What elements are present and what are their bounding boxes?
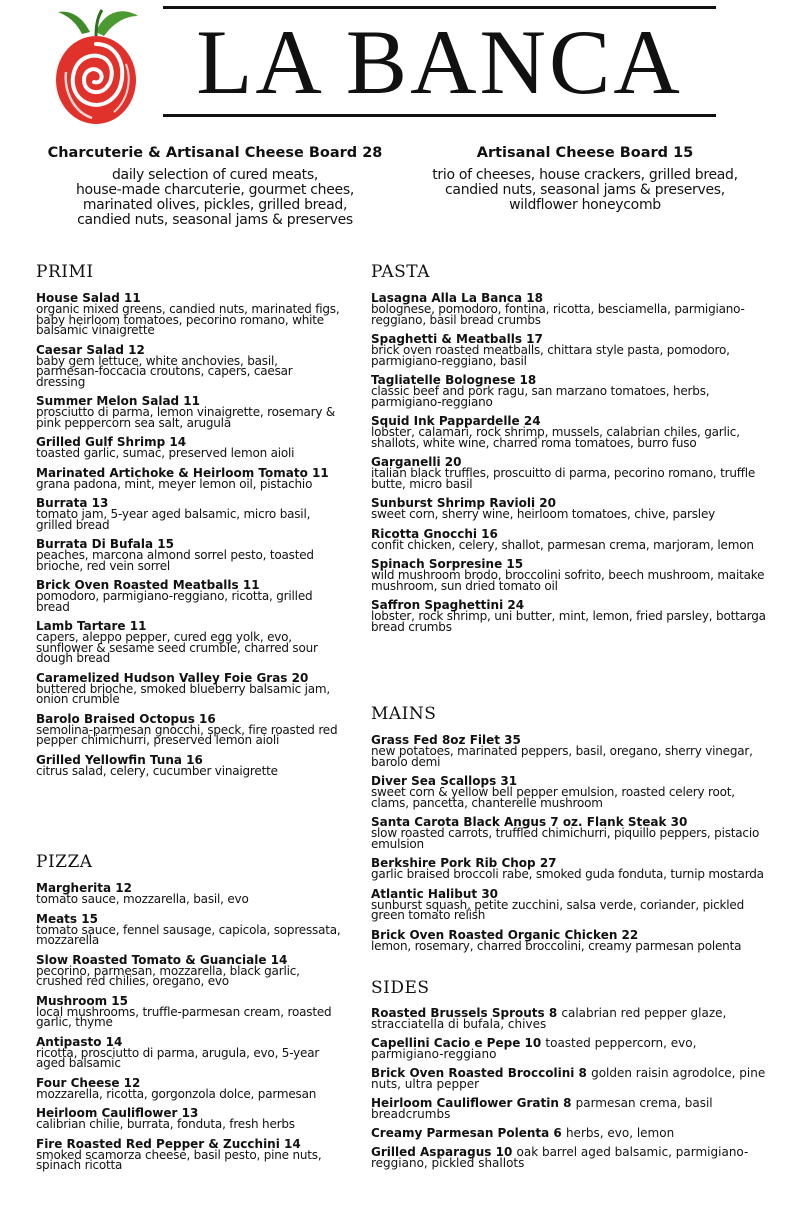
menu-item xyxy=(371,333,781,366)
menu-item xyxy=(371,456,781,489)
menu-item xyxy=(371,775,781,808)
menu-item-name: Fire Roasted Red Pepper & Zucchini 14 xyxy=(36,1136,301,1151)
menu-item-description: bolognese, pomodoro, fontina, ricotta, besciamella, parmigiano-reggiano, basil bread crumbs xyxy=(371,302,745,327)
menu-item-name: Lamb Tartare 11 xyxy=(36,619,147,633)
menu-item-description: organic mixed greens, candied nuts, marinated figs, baby heirloom tomatoes, pecorino romano, white balsamic vinaigrette xyxy=(36,302,340,337)
menu-item xyxy=(371,1068,781,1090)
menu-item-description: grana padona, mint, meyer lemon oil, pistachio xyxy=(36,476,313,491)
menu-item-line xyxy=(371,1147,771,1169)
menu-item-description: sweet corn, sherry wine, heirloom tomatoes, chive, parsley xyxy=(371,507,716,521)
menu-item-description: toasted peppercorn, evo, parmigiano-reggiano xyxy=(371,1036,697,1061)
menu-item-description: semolina-parmesan gnocchi, speck, fire roasted red pepper chimichurri, preserved lemon aioli xyxy=(36,722,338,747)
pasta-title: PASTA xyxy=(371,262,430,282)
board-description: daily selection of cured meats, house-made charcuterie, gourmet chees, marinated olives, pickles, grilled bread, candied nuts, seasonal jams & preserves xyxy=(75,167,355,228)
menu-item-description: classic beef and pork ragu, san marzano tomatoes, herbs, parmigiano-reggiano xyxy=(371,384,710,409)
menu-item-description: calibrian chilie, burrata, fonduta, fresh herbs xyxy=(36,1117,295,1131)
menu-item-name: Tagliatelle Bolognese 18 xyxy=(371,373,537,387)
menu-item-description: pomodoro, parmigiano-reggiano, ricotta, grilled bread xyxy=(36,589,313,614)
menu-item-line xyxy=(371,1008,771,1030)
menu-item-description: baby gem lettuce, white anchovies, basil, parmesan-foccacia croutons, capers, caesar dressing xyxy=(36,353,293,389)
menu-item-name: Caramelized Hudson Valley Foie Gras 20 xyxy=(36,670,309,685)
menu-item xyxy=(371,497,781,520)
menu-item-line xyxy=(371,1038,771,1060)
mains-section xyxy=(371,704,781,959)
menu-item-name: Slow Roasted Tomato & Guanciale 14 xyxy=(36,952,288,967)
menu-item-name: Summer Melon Salad 11 xyxy=(36,394,201,408)
menu-item-name: Four Cheese 12 xyxy=(36,1075,141,1090)
menu-item-name: Saffron Spaghettini 24 xyxy=(371,598,525,612)
menu-item xyxy=(371,528,781,551)
menu-item-line xyxy=(371,1068,771,1090)
menu-item-description: tomato jam, 5-year aged balsamic, micro basil, grilled bread xyxy=(36,507,311,532)
menu-item-name: House Salad 11 xyxy=(36,291,141,305)
menu-item-name: Heirloom Cauliflower Gratin 8 xyxy=(371,1096,572,1110)
menu-item-description: smoked scamorza cheese, basil pesto, pine nuts, spinach ricotta xyxy=(36,1147,322,1172)
menu-item-name: Lasagna Alla La Banca 18 xyxy=(371,291,543,305)
menu-item-name: Atlantic Halibut 30 xyxy=(371,886,499,901)
mains-title: MAINS xyxy=(371,704,437,724)
menu-item-description: lobster, calamari, rock shrimp, mussels, calabrian chiles, garlic, shallots, white wine, charred roma tomatoes, burro fuso xyxy=(371,425,740,450)
menu-item xyxy=(36,672,446,705)
menu-item xyxy=(371,816,781,849)
menu-item-name: Berkshire Pork Rib Chop 27 xyxy=(371,856,557,870)
board-description: trio of cheeses, house crackers, grilled bread, candied nuts, seasonal jams & preserves, wildflower honeycomb xyxy=(432,167,738,213)
menu-item xyxy=(371,1128,781,1139)
menu-item-name: Brick Oven Roasted Meatballs 11 xyxy=(36,578,260,592)
menu-item-name: Burrata Di Bufala 15 xyxy=(36,537,174,551)
menu-item-name: Brick Oven Roasted Organic Chicken 22 xyxy=(371,927,639,942)
menu-item-description: new potatoes, marinated peppers, basil, oregano, sherry vinegar, barolo demi xyxy=(371,744,753,769)
menu-item xyxy=(371,374,781,407)
menu-item xyxy=(371,1008,781,1030)
menu-item-name: Squid Ink Pappardelle 24 xyxy=(371,414,541,428)
menu-item-description: garlic braised broccoli rabe, smoked guda fonduta, turnip mostarda xyxy=(371,867,764,881)
menu-item-name: Grass Fed 8oz Filet 35 xyxy=(371,733,521,747)
header-top-rule xyxy=(163,6,716,9)
menu-item-description: tomato sauce, mozzarella, basil, evo xyxy=(36,892,249,906)
menu-item-name: Grilled Yellowfin Tuna 16 xyxy=(36,752,203,767)
menu-item xyxy=(371,888,781,921)
menu-item-description: wild mushroom brodo, broccolini sofrito, beech mushroom, maitake mushroom, sun dried tomato oil xyxy=(371,568,765,593)
menu-item-description: lobster, rock shrimp, uni butter, mint, lemon, fried parsley, bottarga bread crumbs xyxy=(371,609,766,634)
menu-item-name: Spinach Sorpresine 15 xyxy=(371,557,524,571)
menu-item-description: prosciutto di parma, lemon vinaigrette, rosemary & pink peppercorn sea salt, arugula xyxy=(36,405,336,430)
menu-item-name: Grilled Gulf Shrimp 14 xyxy=(36,435,187,449)
menu-item-description: calabrian red pepper glaze, stracciatella di bufala, chives xyxy=(371,1006,727,1031)
menu-item xyxy=(371,1147,781,1169)
board-title: Charcuterie & Artisanal Cheese Board 28 xyxy=(47,145,383,161)
menu-item xyxy=(371,857,781,880)
menu-item-description: capers, aleppo pepper, cured egg yolk, evo, sunflower & sesame seed crumble, charred sour dough bread xyxy=(36,630,318,665)
menu-item-name: Santa Carota Black Angus 7 oz. Flank Steak 30 xyxy=(371,815,688,829)
menu-item-description: oak barrel aged balsamic, parmigiano-reggiano, pickled shallots xyxy=(371,1145,749,1170)
menu-item-name: Meats 15 xyxy=(36,911,98,926)
menu-item xyxy=(371,1098,781,1120)
menu-item-description: tomato sauce, fennel sausage, capicola, sopressata, mozzarella xyxy=(36,922,341,947)
menu-item-description: local mushrooms, truffle-parmesan cream, roasted garlic, thyme xyxy=(36,1004,332,1029)
board-title: Artisanal Cheese Board 15 xyxy=(476,145,694,161)
menu-item-name: Margherita 12 xyxy=(36,881,132,895)
menu-item-name: Roasted Brussels Sprouts 8 xyxy=(371,1006,558,1020)
menu-item-description: brick oven roasted meatballs, chittara style pasta, pomodoro, parmigiano-reggiano, basil xyxy=(371,343,730,368)
menu-item-description: lemon, rosemary, charred broccolini, creamy parmesan polenta xyxy=(371,938,742,953)
menu-item xyxy=(371,292,781,325)
menu-item-name: Sunburst Shrimp Ravioli 20 xyxy=(371,496,556,510)
pasta-section xyxy=(371,262,781,640)
menu-item-description: ricotta, prosciutto di parma, arugula, evo, 5-year aged balsamic xyxy=(36,1045,320,1070)
sides-title: SIDES xyxy=(371,978,430,998)
tomato-logo-icon xyxy=(52,2,142,126)
menu-item xyxy=(371,734,781,767)
menu-item-description: sweet corn & yellow bell pepper emulsion, roasted celery root, clams, pancetta, chanterelle mushroom xyxy=(371,785,735,810)
menu-item-name: Grilled Asparagus 10 xyxy=(371,1145,513,1159)
menu-item xyxy=(371,558,781,591)
cheese-board xyxy=(390,144,780,213)
menu-item-name: Burrata 13 xyxy=(36,496,109,510)
menu-item-name: Barolo Braised Octopus 16 xyxy=(36,711,216,726)
menu-item-description: citrus salad, celery, cucumber vinaigrette xyxy=(36,763,278,778)
menu-item xyxy=(371,415,781,448)
menu-item-description: toasted garlic, sumac, preserved lemon aioli xyxy=(36,446,295,460)
menu-item-name: Caesar Salad 12 xyxy=(36,342,145,357)
menu-item-name: Marinated Artichoke & Heirloom Tomato 11 xyxy=(36,465,329,480)
menu-item-description: pecorino, parmesan, mozzarella, black garlic, crushed red chilies, oregano, evo xyxy=(36,963,300,988)
menu-item xyxy=(371,599,781,632)
menu-item xyxy=(371,1038,781,1060)
menu-item-name: Brick Oven Roasted Broccolini 8 xyxy=(371,1066,587,1080)
menu-item-name: Mushroom 15 xyxy=(36,993,128,1008)
menu-item-description: parmesan crema, basil breadcrumbs xyxy=(371,1096,713,1121)
menu-item-name: Heirloom Cauliflower 13 xyxy=(36,1106,199,1120)
menu-item-description: confit chicken, celery, shallot, parmesan crema, marjoram, lemon xyxy=(371,537,754,552)
menu-item-description: golden raisin agrodolce, pine nuts, ultra pepper xyxy=(371,1066,766,1091)
menu-item-description: buttered brioche, smoked blueberry balsamic jam, onion crumble xyxy=(36,681,331,706)
menu-item-description: italian black truffles, proscuitto di parma, pecorino romano, truffle butte, micro basil xyxy=(371,466,756,491)
menu-item xyxy=(371,929,781,952)
menu-item-description: herbs, evo, lemon xyxy=(565,1126,675,1140)
menu-item-description: mozzarella, ricotta, gorgonzola dolce, parmesan xyxy=(36,1086,317,1101)
restaurant-name: LA BANCA xyxy=(196,11,683,113)
menu-item-line xyxy=(371,1128,771,1139)
menu-item-name: Diver Sea Scallops 31 xyxy=(371,774,518,788)
menu-item-name: Garganelli 20 xyxy=(371,455,462,469)
menu-item-name: Capellini Cacio e Pepe 10 xyxy=(371,1036,542,1050)
pizza-title: PIZZA xyxy=(36,852,93,872)
menu-item-name: Ricotta Gnocchi 16 xyxy=(371,526,498,541)
charcuterie-board xyxy=(20,144,410,228)
menu-item-line xyxy=(371,1098,771,1120)
menu-item-name: Spaghetti & Meatballs 17 xyxy=(371,332,543,346)
menu-item-name: Antipasto 14 xyxy=(36,1034,123,1049)
menu-item-description: slow roasted carrots, truffled chimichurri, piquillo peppers, pistacio emulsion xyxy=(371,826,760,851)
menu-item-description: peaches, marcona almond sorrel pesto, toasted brioche, red vein sorrel xyxy=(36,548,314,573)
sides-section xyxy=(371,978,781,1177)
menu-item-name: Creamy Parmesan Polenta 6 xyxy=(371,1126,562,1140)
primi-title: PRIMI xyxy=(36,262,94,282)
header-bottom-rule xyxy=(163,114,716,117)
menu-item-description: sunburst squash, petite zucchini, salsa verde, coriander, pickled green tomato relish xyxy=(371,897,745,922)
